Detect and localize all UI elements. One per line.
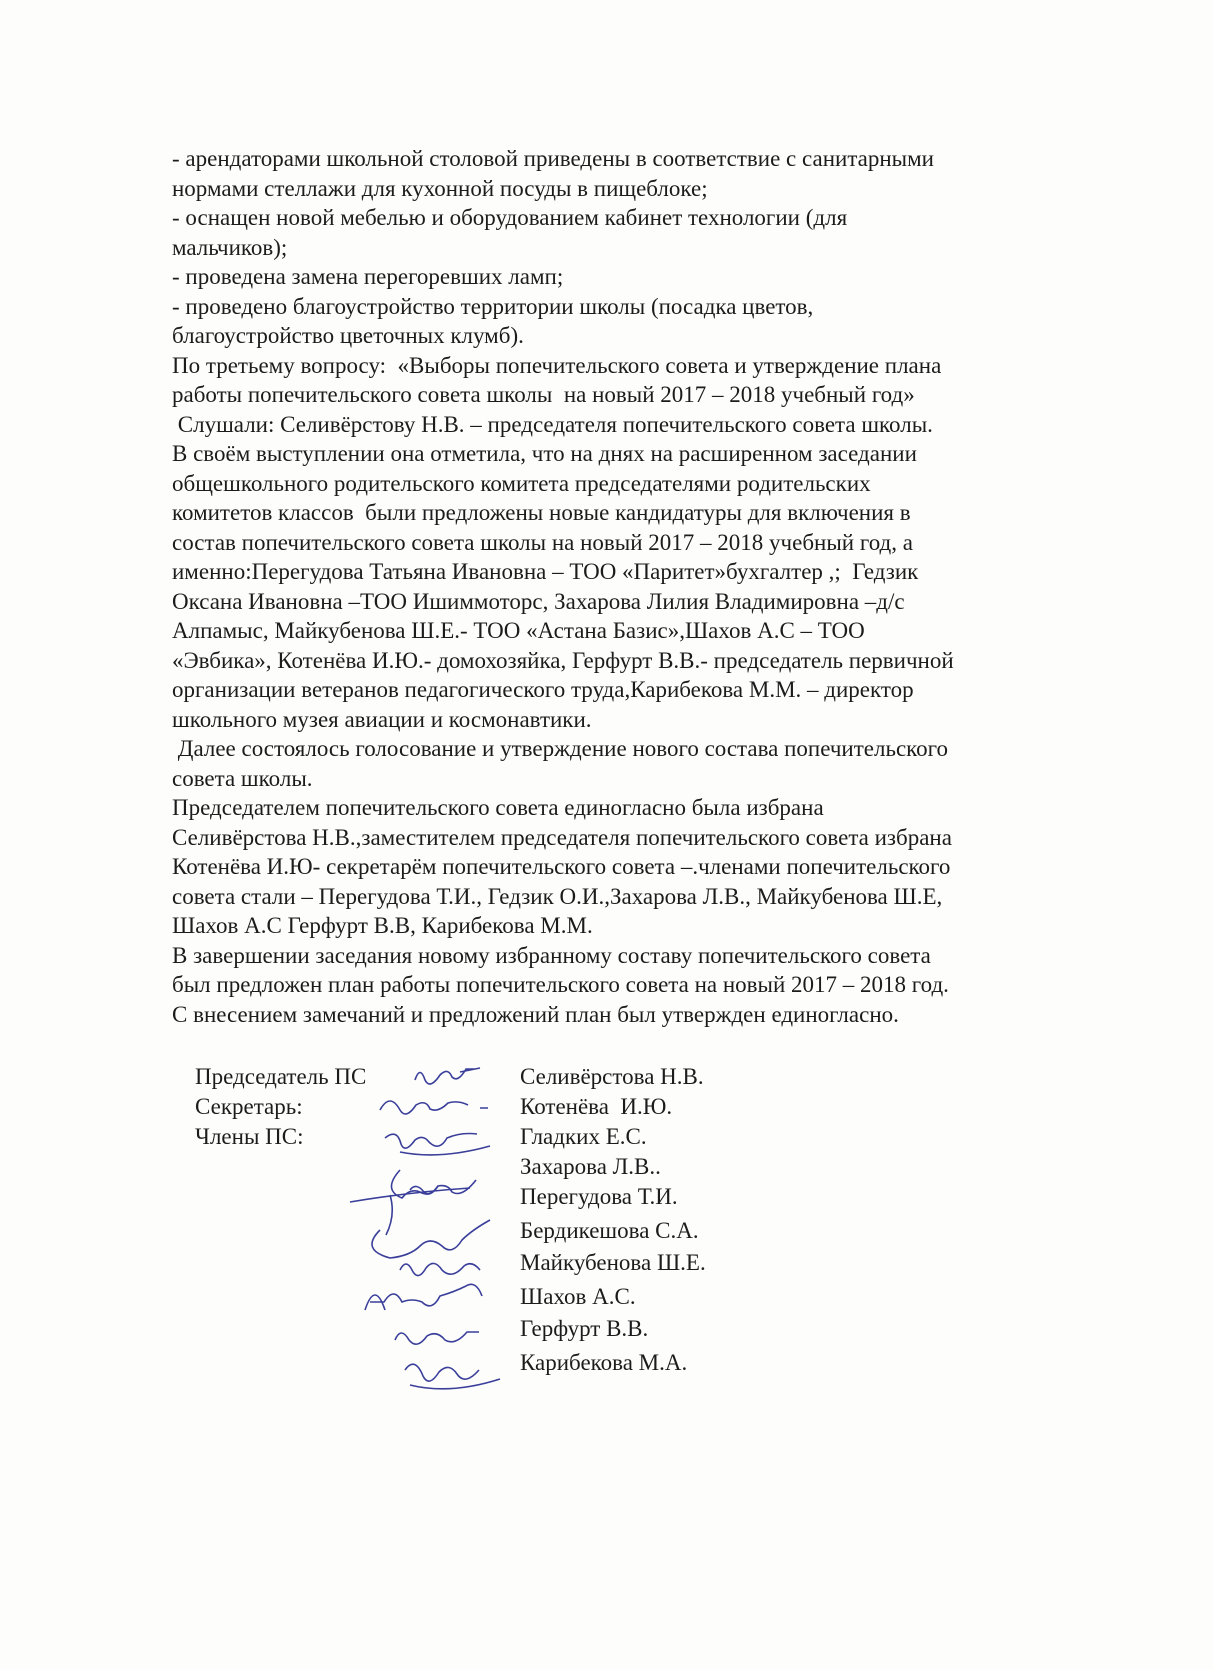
text-line: Далее состоялось голосование и утверждение нового состава попечительского xyxy=(172,736,949,761)
role-members: Члены ПС: xyxy=(195,1124,304,1149)
signatory-name: Карибекова М.А. xyxy=(520,1350,688,1375)
text-line: совета стали – Перегудова Т.И., Гедзик О.И.,Захарова Л.В., Майкубенова Ш.Е, xyxy=(172,883,943,909)
text-line: С внесением замечаний и предложений план был утвержден единогласно. xyxy=(172,1001,899,1027)
text-line: Селивёрстова Н.В.,заместителем председателя попечительского совета избрана xyxy=(172,824,952,850)
text-line: работы попечительского совета школы на новый 2017 – 2018 учебный год» xyxy=(172,382,915,407)
text-line: - оснащен новой мебелью и оборудованием кабинет технологии (для xyxy=(172,205,848,230)
text-line: совета школы. xyxy=(172,765,313,791)
text-line: Алпамыс, Майкубенова Ш.Е.- ТОО «Астана Базис»,Шахов А.С – ТОО xyxy=(172,618,865,643)
signatory-name: Захарова Л.В.. xyxy=(520,1154,661,1179)
signature xyxy=(400,1263,480,1275)
signature xyxy=(415,1068,480,1084)
text-line: общешкольного родительского комитета председателями родительских xyxy=(172,470,871,496)
role-secretary: Секретарь: xyxy=(195,1094,303,1119)
text-line: Оксана Ивановна –ТОО Ишиммоторс, Захарова Лилия Владимировна –д/с xyxy=(172,588,905,614)
signatory-name: Шахов А.С. xyxy=(520,1284,636,1309)
text-line: был предложен план работы попечительского совета на новый 2017 – 2018 год. xyxy=(172,972,949,997)
text-line: Котенёва И.Ю- секретарём попечительского совета –.членами попечительского xyxy=(172,854,951,879)
text-line: нормами стеллажи для кухонной посуды в пищеблоке; xyxy=(172,175,708,201)
text-line: благоустройство цветочных клумб). xyxy=(172,323,524,348)
text-line: Председателем попечительского совета единогласно была избрана xyxy=(172,795,824,820)
signature xyxy=(350,1186,470,1235)
text-line: именно:Перегудова Татьяна Ивановна – ТОО «Паритет»бухгалтер ,; Гедзик xyxy=(172,559,919,584)
text-line: школьного музея авиации и космонавтики. xyxy=(172,706,592,732)
signatory-name: Селивёрстова Н.В. xyxy=(520,1064,704,1089)
handwritten-signatures xyxy=(340,1060,540,1400)
signatory-name: Перегудова Т.И. xyxy=(520,1184,678,1209)
text-line: мальчиков); xyxy=(172,234,288,260)
signatory-name: Бердикешова С.А. xyxy=(520,1218,699,1243)
signature xyxy=(380,1101,488,1114)
signature xyxy=(395,1332,479,1344)
signatory-name: Майкубенова Ш.Е. xyxy=(520,1250,706,1275)
text-line: Шахов А.С Герфурт В.В, Карибекова М.М. xyxy=(172,913,593,938)
signature xyxy=(385,1134,490,1155)
signatory-name: Гладких Е.С. xyxy=(520,1124,647,1149)
signatory-name: Котенёва И.Ю. xyxy=(520,1094,673,1119)
text-line: - арендаторами школьной столовой приведены в соответствие с санитарными xyxy=(172,146,934,171)
role-chairman: Председатель ПС xyxy=(195,1064,367,1089)
text-line: состав попечительского совета школы на новый 2017 – 2018 учебный год, а xyxy=(172,529,913,555)
signatory-name: Герфурт В.В. xyxy=(520,1316,649,1341)
document-body xyxy=(172,144,1192,1029)
text-line: В своём выступлении она отметила, что на днях на расширенном заседании xyxy=(172,441,917,466)
text-line: комитетов классов были предложены новые кандидатуры для включения в xyxy=(172,500,911,525)
text-line: Слушали: Селивёрстову Н.В. – председателя попечительского совета школы. xyxy=(172,411,933,437)
text-line: организации ветеранов педагогического труда,Карибекова М.М. – директор xyxy=(172,677,914,702)
text-line: - проведена замена перегоревших ламп; xyxy=(172,264,564,289)
text-line: «Эвбика», Котенёва И.Ю.- домохозяйка, Герфурт В.В.- председатель первичной xyxy=(172,647,954,673)
signature xyxy=(365,1284,482,1310)
text-line: По третьему вопросу: «Выборы попечительского совета и утверждение плана xyxy=(172,352,942,378)
text-line: В завершении заседания новому избранному составу попечительского совета xyxy=(172,942,931,968)
signature xyxy=(405,1364,500,1389)
text-line: - проведено благоустройство территории школы (посадка цветов, xyxy=(172,293,814,319)
